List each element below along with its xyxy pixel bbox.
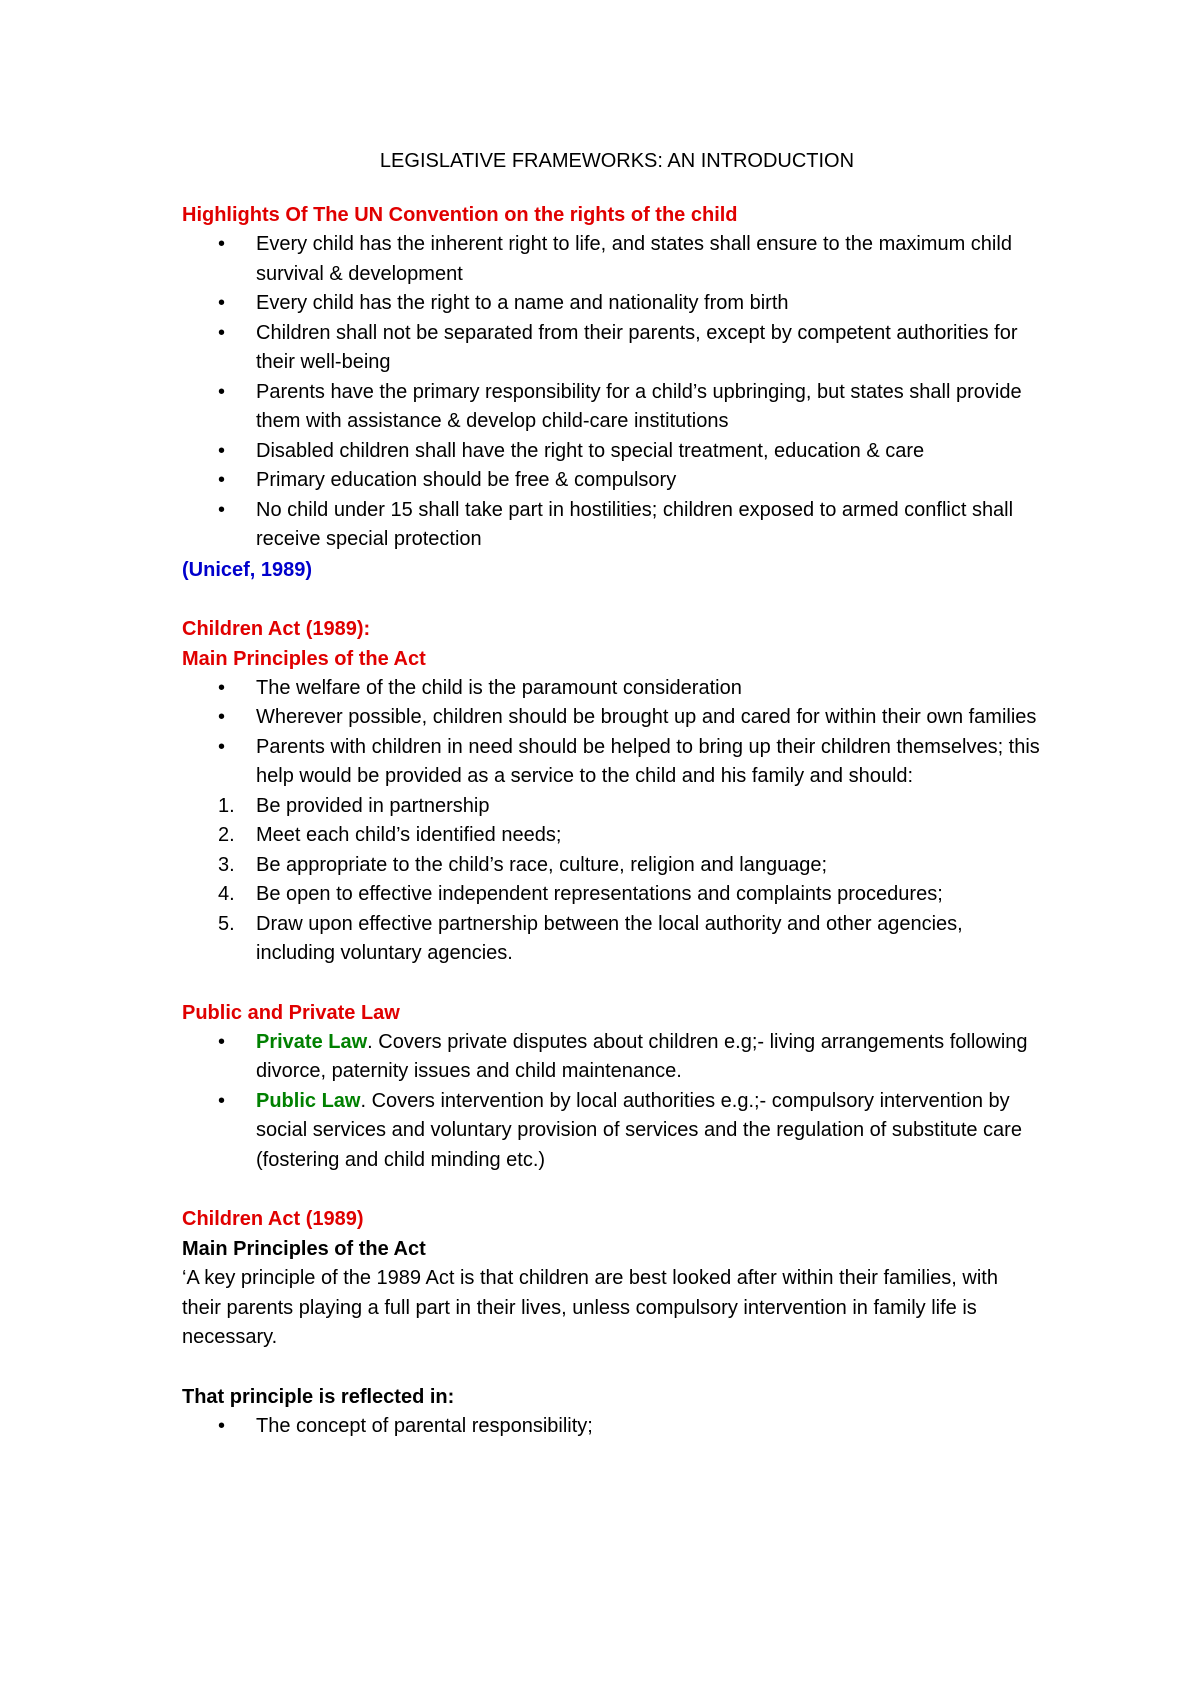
key-principle-quote: ‘A key principle of the 1989 Act is that children are best looked after within their families, with their parents playing a full part in their lives, unless compulsory intervention in family life is necessary. — [182, 1267, 998, 1348]
children-act-heading-2: Children Act (1989) — [182, 1208, 364, 1230]
un-convention-list — [182, 230, 1042, 555]
numbered-item: 5. Draw upon effective partnership between the local authority and other agencies, including voluntary agencies. — [218, 912, 963, 964]
law-list — [182, 1028, 1042, 1176]
list-item: • Every child has the inherent right to life, and states shall ensure to the maximum child survival & development — [182, 230, 1042, 289]
list-item: • The concept of parental responsibility; — [182, 1412, 1042, 1442]
document-page — [182, 146, 1042, 1441]
private-law-item: • Private Law. Covers private disputes about children e.g;- living arrangements following divorce, paternity issues and child maintenance. — [182, 1028, 1042, 1087]
public-private-law-heading: Public and Private Law — [182, 1001, 400, 1024]
private-law-label: Private Law — [256, 1030, 368, 1053]
public-law-label: Public Law — [256, 1089, 361, 1112]
reflected-heading: That principle is reflected in: — [182, 1385, 455, 1408]
unicef-citation: (Unicef, 1989) — [182, 558, 313, 581]
page-title: LEGISLATIVE FRAMEWORKS: AN INTRODUCTION — [379, 150, 855, 172]
children-act-section — [182, 614, 1042, 969]
main-principles-heading-2: Main Principles of the Act — [182, 1238, 426, 1260]
children-act-section-2 — [182, 1204, 1042, 1441]
numbered-item: 3. Be appropriate to the child’s race, culture, religion and language; — [218, 853, 828, 876]
list-item: • The welfare of the child is the paramount consideration — [182, 674, 1042, 704]
numbered-item: 4. Be open to effective independent representations and complaints procedures; — [218, 883, 943, 905]
service-requirements-list — [182, 792, 1042, 969]
main-principles-heading: Main Principles of the Act — [182, 647, 426, 670]
list-item: • Every child has the right to a name and nationality from birth — [182, 289, 1042, 319]
un-convention-section — [182, 200, 1042, 585]
numbered-item: 2. Meet each child’s identified needs; — [218, 824, 562, 846]
public-private-law-section — [182, 998, 1042, 1176]
list-item: • Children shall not be separated from their parents, except by competent authorities for their well-being — [182, 319, 1042, 378]
public-law-item: • Public Law. Covers intervention by local authorities e.g.;- compulsory intervention by social services and voluntary provision of services and the regulation of substitute care (fostering and child minding etc.) — [182, 1087, 1042, 1176]
list-item: • Wherever possible, children should be brought up and cared for within their own families — [182, 703, 1042, 733]
list-item: • Parents with children in need should be helped to bring up their children themselves; this help would be provided as a service to the child and his family and should: — [182, 733, 1042, 792]
reflected-list — [182, 1412, 1042, 1442]
list-item: • Disabled children shall have the right to special treatment, education & care — [182, 437, 1042, 467]
list-item: • Parents have the primary responsibility for a child’s upbringing, but states shall provide them with assistance & develop child-care institutions — [182, 378, 1042, 437]
list-item: • No child under 15 shall take part in hostilities; children exposed to armed conflict shall receive special protection — [182, 496, 1042, 555]
principles-list — [182, 674, 1042, 792]
children-act-heading: Children Act (1989): — [182, 617, 371, 640]
list-item: • Primary education should be free & compulsory — [182, 466, 1042, 496]
un-convention-heading: Highlights Of The UN Convention on the rights of the child — [182, 204, 738, 226]
numbered-item: 1. Be provided in partnership — [218, 794, 490, 817]
